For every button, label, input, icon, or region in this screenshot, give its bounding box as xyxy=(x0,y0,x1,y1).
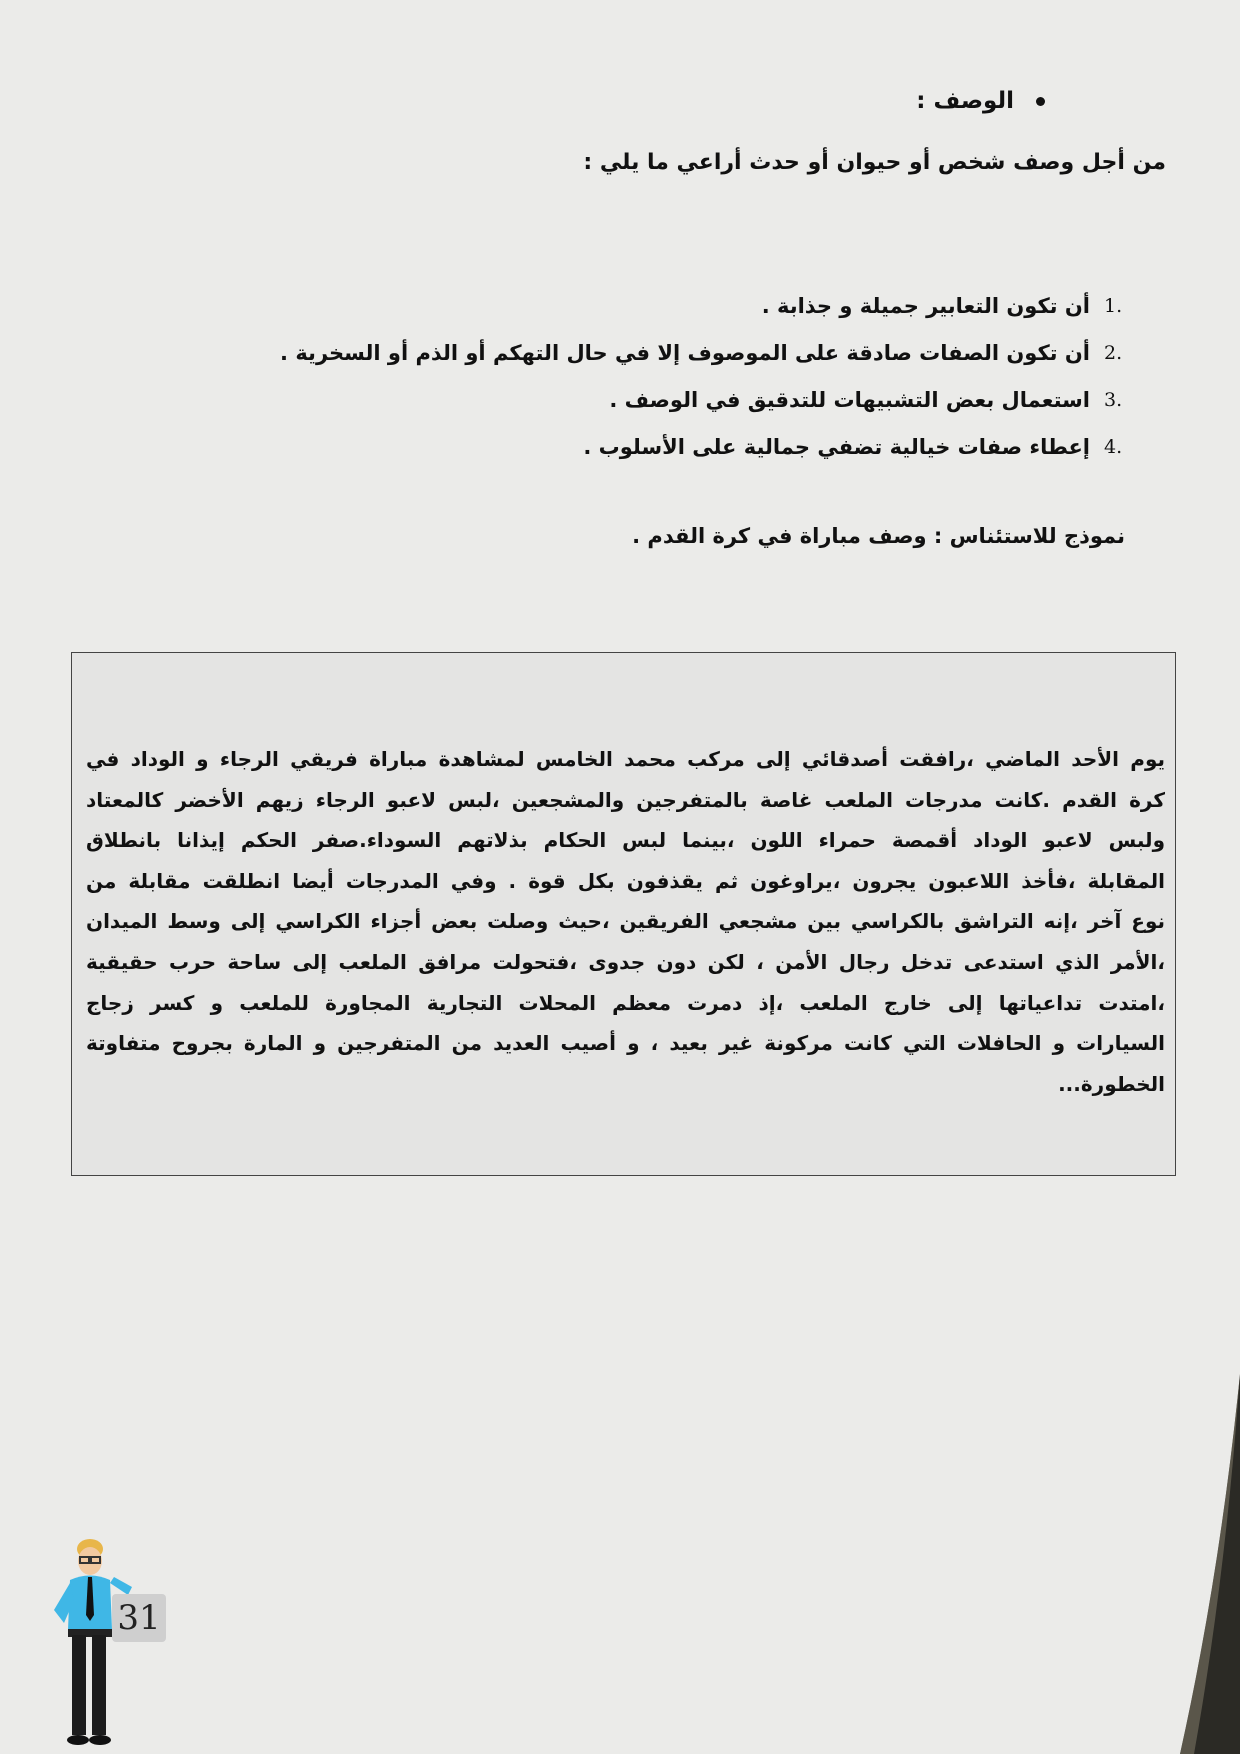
passage-line: المقابلة ،فأخذ اللاعبون يجرون ،يراوغون ثم يقذفون بكل قوة . وفي المدرجات أيضا انطلقت مقابلة من xyxy=(86,868,1165,893)
list-text: أن تكون التعابير جميلة و جذابة . xyxy=(761,293,1090,318)
passage-line: يوم الأحد الماضي ،رافقت أصدقائي إلى مركب محمد الخامس لمشاهدة مباراة فريقي الرجاء و الوداد في xyxy=(86,747,1165,771)
passage-box xyxy=(71,652,1176,1176)
list-number: 3. xyxy=(1104,388,1123,411)
page-number: 31 xyxy=(112,1594,166,1642)
list-number: 2. xyxy=(1104,341,1123,364)
sample-title: نموذج للاستئناس : وصف مباراة في كرة القدم . xyxy=(632,524,1125,548)
list-item xyxy=(280,423,1130,470)
list-number: 4. xyxy=(1104,435,1123,458)
passage-line: ،الأمر الذي استدعى تدخل رجال الأمن ، لكن دون جدوى ،فتحولت مرافق الملعب إلى ساحة حرب حقيقية xyxy=(86,949,1165,974)
page-curl-shadow xyxy=(1150,1374,1240,1754)
list-text: إعطاء صفات خيالية تضفي جمالية على الأسلوب . xyxy=(583,434,1090,459)
passage-text xyxy=(86,739,1165,1104)
intro-text: من أجل وصف شخص أو حيوان أو حدث أراعي ما يلي : xyxy=(583,150,1166,175)
passage-line: ولبس لاعبو الوداد أقمصة حمراء اللون ،بينما لبس الحكام بذلاتهم السوداء.صفر الحكم إيذانا بانطلاق xyxy=(86,828,1165,853)
list-number: 1. xyxy=(1104,294,1123,317)
list-text: استعمال بعض التشبيهات للتدقيق في الوصف . xyxy=(609,387,1090,412)
list-item xyxy=(280,376,1130,423)
passage-line: ،امتدت تداعياتها إلى خارج الملعب ،إذ دمرت معظم المحلات التجارية المجاورة للملعب و كسر زجاج xyxy=(86,990,1165,1015)
passage-line: السيارات و الحافلات التي كانت مركونة غير بعيد ، و أصيب العديد من المتفرجين و المارة بجروح متفاوتة xyxy=(86,1031,1165,1056)
guidelines-list xyxy=(280,282,1130,470)
bullet-icon xyxy=(1036,97,1045,106)
section-heading xyxy=(916,88,1045,114)
heading-text: الوصف : xyxy=(916,88,1014,114)
passage-line: الخطورة... xyxy=(1058,1071,1165,1096)
list-text: أن تكون الصفات صادقة على الموصوف إلا في حال التهكم أو الذم أو السخرية . xyxy=(280,340,1090,365)
passage-line: نوع آخر ،إنه التراشق بالكراسي بين مشجعي الفريقين ،حيث وصلت بعض أجزاء الكراسي إلى وسط الميدان xyxy=(86,909,1165,934)
list-item xyxy=(280,282,1130,329)
list-item xyxy=(280,329,1130,376)
passage-line: كرة القدم .كانت مدرجات الملعب غاصة بالمتفرجين والمشجعين ،لبس لاعبو الرجاء زيهم الأخضر كالمعتاد xyxy=(86,787,1165,812)
